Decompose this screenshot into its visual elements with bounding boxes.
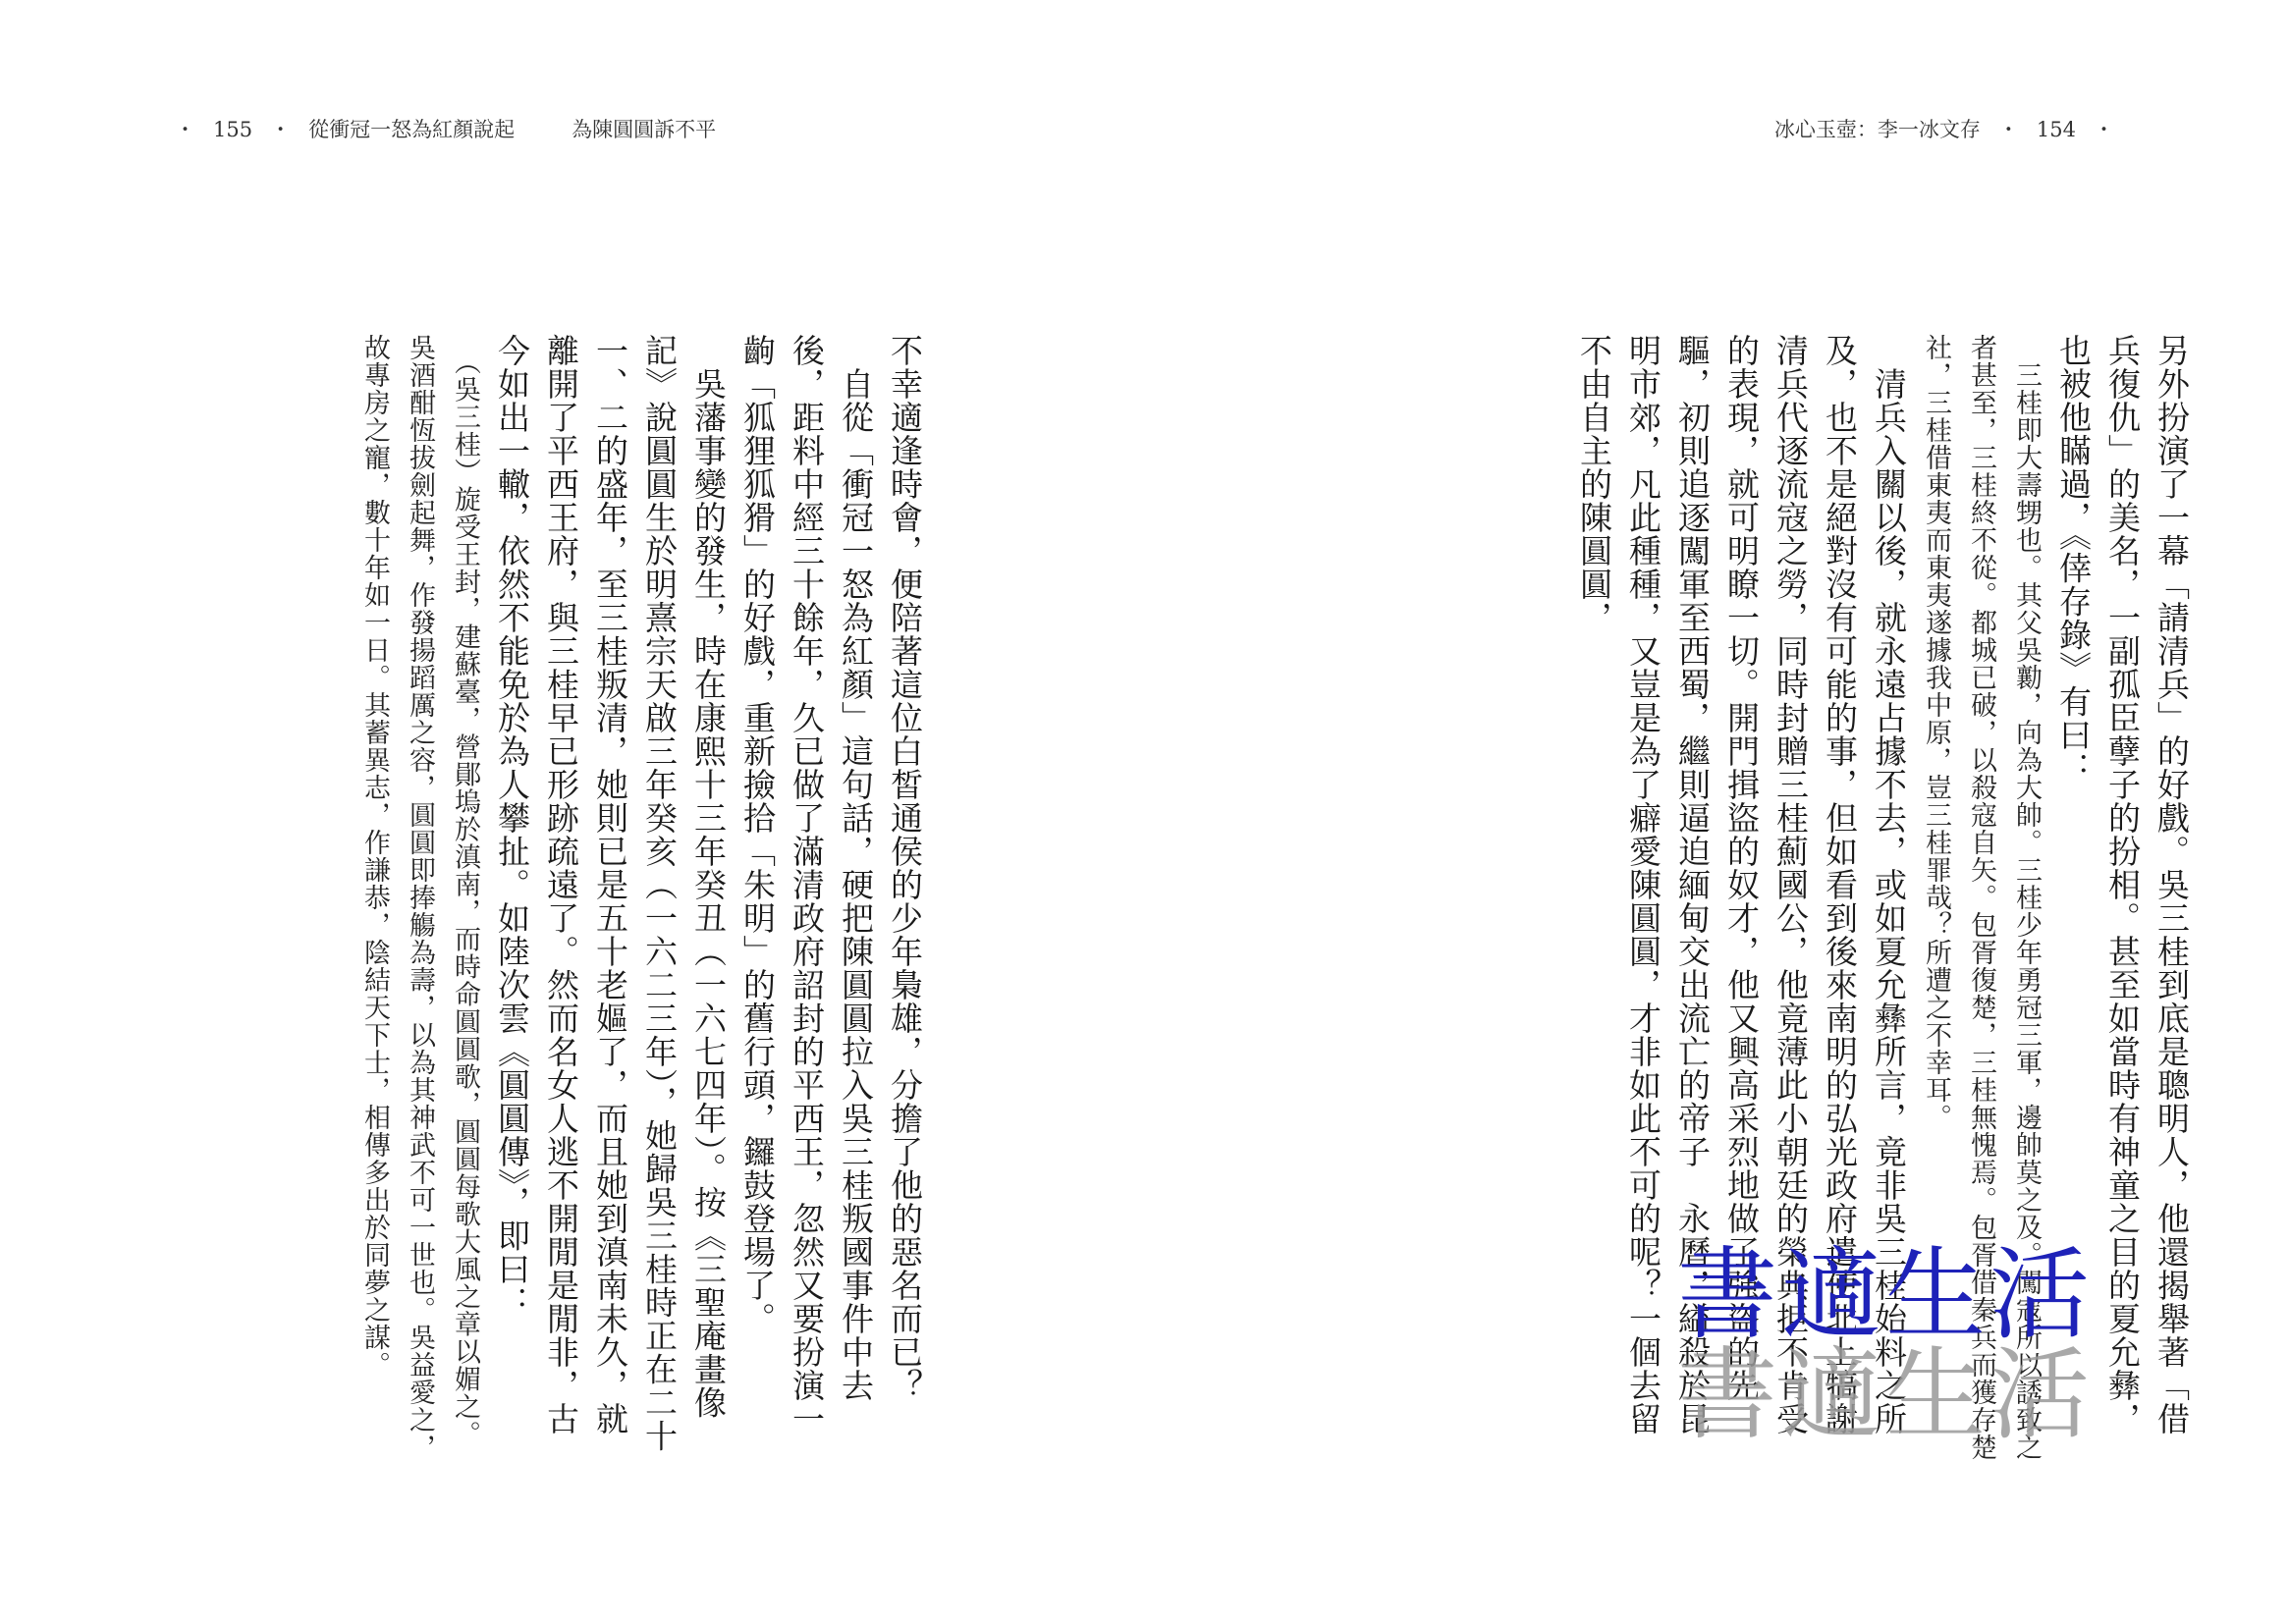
header-bullet: ・	[175, 118, 195, 141]
watermark-logo: 書適生活	[1677, 1237, 2094, 1354]
body-paragraph: 清兵入關以後，就永遠占據不去，或如夏允彝所言，竟非吳三桂始料之所及，也不是絕對沒有可能的事，但如看到後來南明的弘光政府遣使北上犒謝清兵代逐流寇之勞，同時封贈三桂薊國公，他竟薄此小朝廷的榮典拒不肯受的表現，就可明瞭一切。開門揖盜的奴才，他又興高采烈地做了強盜的先驅，初則追逐闖軍至西蜀，繼則逼迫緬甸交出流亡的帝子 永曆，縊殺於昆明市郊，凡此種種，又豈是為了癖愛陳圓圓，才非如此不可的呢？一個去留不由自主的陳圓圓，	[1575, 334, 1908, 1435]
block-quote: （吳三桂）旋受王封，建蘇臺，營鄖塢於滇南，而時命圓圓歌，圓圓每歌大風之章以媚之。吳酒酣恆拔劍起舞，作發揚蹈厲之容，圓圓即捧觴為壽，以為其神武不可一世也。吳益愛之，故專房之寵，數十年如一日。其蓄異志，作謙恭，陰結天下士，相傳多出於同夢之謀。	[359, 334, 480, 1461]
header-bullet: ・	[2094, 118, 2114, 141]
header-bullet: ・	[270, 118, 292, 141]
left-running-header	[157, 110, 716, 149]
left-page-number: 155	[213, 118, 253, 141]
left-page-body	[352, 334, 929, 1463]
left-page-subtitle: 為陳圓圓訴不平	[572, 118, 717, 141]
header-bullet: ・	[1997, 118, 2019, 141]
left-page-title: 從衝冠一怒為紅顏說起	[308, 118, 516, 141]
right-running-header	[1774, 110, 2132, 149]
body-paragraph: 吳藩事變的發生，時在康熙十三年癸丑（一六七四年）。按《三聖庵畫像記》說圓圓生於明熹宗天啟三年癸亥（一六二三年），她歸吳三桂時正在二十一、二的盛年，至三桂叛清，她則已是五十老嫗了，而且她到滇南未久，就離開了平西王府，與三桂早已形跡疏遠了。然而名女人逃不開閒是閒非，古今如出一轍，依然不能免於為人攀扯。如陸次雲《圓圓傳》，即曰：	[493, 334, 728, 1453]
right-page-number: 154	[2036, 118, 2076, 141]
watermark-shadow: 書適生活	[1677, 1337, 2094, 1454]
body-paragraph: 另外扮演了一幕「請清兵」的好戲。吳三桂到底是聰明人，他還揭舉著「借兵復仇」的美名，一副孤臣孽子的扮相。甚至如當時有神童之目的夏允彝，也被他瞞過，《倖存錄》有曰：	[2054, 334, 2191, 1435]
right-page-title: 冰心玉壺：李一冰文存	[1773, 118, 1981, 141]
body-paragraph: 自從「衝冠一怒為紅顏」這句話，硬把陳圓圓拉入吳三桂叛國事件中去後，距料中經三十餘年，久已做了滿清政府詔封的平西王，忽然又要扮演一齣「狐狸狐猾」的好戲，重新撿拾「朱明」的舊行頭，鑼鼓登場了。	[738, 334, 875, 1435]
block-quote: 三桂即大壽甥也。其父吳勷，向為大帥。三桂少年勇冠三軍，邊帥莫之及。闖寇所以誘致之者甚至，三桂終不從。都城已破，以殺寇自矢。包胥復楚，三桂無愧焉。包胥借秦兵而獲存楚社，三桂借東夷而東夷遂據我中原，豈三桂罪哉？所遭之不幸耳。	[1921, 334, 2042, 1461]
body-paragraph: 不幸適逢時會，便陪著這位白皙通侯的少年梟雄，分擔了他的惡名而已？	[886, 334, 924, 1402]
